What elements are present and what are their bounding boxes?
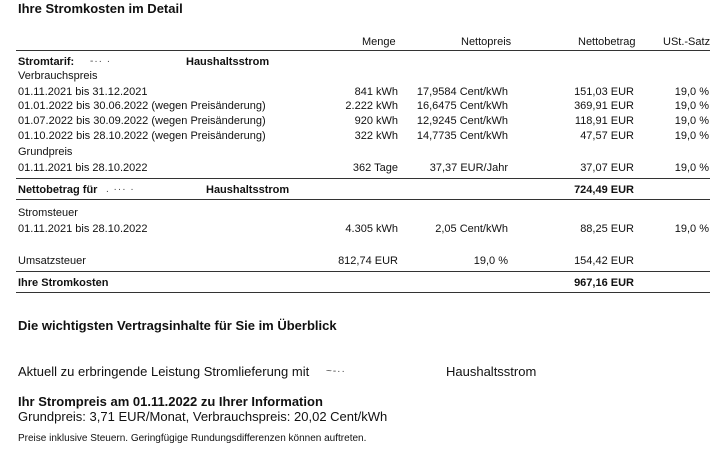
- netto-label: Nettobetrag für: [18, 184, 98, 196]
- row-period: 01.11.2021 bis 31.12.2021: [18, 86, 148, 98]
- header-divider: [16, 50, 710, 51]
- row-period: 01.11.2021 bis 28.10.2022: [18, 162, 148, 174]
- redacted-provider: -·· ·: [90, 56, 112, 67]
- redacted-provider: ~-··: [326, 366, 346, 377]
- umsatz-betrag: 154,42 EUR: [574, 255, 634, 267]
- row-preis: 37,37 EUR/Jahr: [429, 162, 508, 174]
- row-menge: 4.305 kWh: [345, 223, 398, 235]
- row-menge: 2.222 kWh: [345, 100, 398, 112]
- row-ust: 19,0 %: [674, 130, 709, 142]
- footnote: Preise inklusive Steuern. Geringfügige Rundungsdifferenzen können auftreten.: [18, 433, 367, 444]
- row-menge: 362 Tage: [352, 162, 398, 174]
- row-ust: 19,0 %: [674, 115, 709, 127]
- tarif-label: Stromtarif:: [18, 56, 75, 68]
- row-betrag: 88,25 EUR: [580, 223, 634, 235]
- section-title: Die wichtigsten Vertragsinhalte für Sie im Überblick: [18, 318, 337, 333]
- total-betrag: 967,16 EUR: [574, 277, 634, 289]
- page-title: Ihre Stromkosten im Detail: [18, 1, 183, 16]
- row-period: 01.01.2022 bis 30.06.2022 (wegen Preisänderung): [18, 100, 266, 112]
- row-period: 01.07.2022 bis 30.09.2022 (wegen Preisänderung): [18, 115, 266, 127]
- service-text: Aktuell zu erbringende Leistung Stromlieferung mit: [18, 364, 310, 379]
- row-ust: 19,0 %: [674, 100, 709, 112]
- row-ust: 19,0 %: [674, 223, 709, 235]
- row-ust: 19,0 %: [674, 86, 709, 98]
- row-betrag: 47,57 EUR: [580, 130, 634, 142]
- row-betrag: 369,91 EUR: [574, 100, 634, 112]
- tarif-name: Haushaltsstrom: [186, 56, 270, 68]
- price-line: Grundpreis: 3,71 EUR/Monat, Verbrauchspreis: 20,02 Cent/kWh: [18, 409, 388, 424]
- price-title: Ihr Strompreis am 01.11.2022 zu Ihrer Information: [18, 394, 323, 409]
- total-label: Ihre Stromkosten: [18, 277, 109, 289]
- row-betrag: 37,07 EUR: [580, 162, 634, 174]
- row-menge: 920 kWh: [354, 115, 398, 127]
- row-preis: 2,05 Cent/kWh: [435, 223, 508, 235]
- row-betrag: 118,91 EUR: [574, 115, 634, 127]
- column-header-nettopreis: Nettopreis: [461, 36, 512, 48]
- column-header-menge: Menge: [362, 36, 396, 48]
- umsatz-label: Umsatzsteuer: [18, 255, 86, 267]
- row-betrag: 151,03 EUR: [574, 86, 634, 98]
- netto-betrag: 724,49 EUR: [574, 184, 634, 196]
- umsatz-preis: 19,0 %: [473, 255, 508, 267]
- grund-label: Grundpreis: [18, 146, 73, 158]
- row-preis: 14,7735 Cent/kWh: [416, 130, 508, 142]
- row-ust: 19,0 %: [674, 162, 709, 174]
- divider: [16, 199, 710, 200]
- row-preis: 17,9584 Cent/kWh: [416, 86, 508, 98]
- netto-name: Haushaltsstrom: [206, 184, 290, 196]
- steuer-label: Stromsteuer: [18, 207, 78, 219]
- verbrauch-label: Verbrauchspreis: [18, 70, 98, 82]
- divider: [16, 292, 710, 293]
- row-period: 01.10.2022 bis 28.10.2022 (wegen Preisänderung): [18, 130, 266, 142]
- umsatz-menge: 812,74 EUR: [338, 255, 398, 267]
- divider: [16, 178, 710, 179]
- row-preis: 16,6475 Cent/kWh: [416, 100, 508, 112]
- divider: [16, 271, 710, 272]
- row-menge: 841 kWh: [354, 86, 398, 98]
- row-menge: 322 kWh: [354, 130, 398, 142]
- column-header-ust: USt.-Satz: [663, 36, 711, 48]
- row-preis: 12,9245 Cent/kWh: [416, 115, 508, 127]
- service-name: Haushaltsstrom: [446, 364, 537, 379]
- redacted-provider: . ··· ·: [106, 184, 135, 195]
- column-header-nettobetrag: Nettobetrag: [578, 36, 636, 48]
- row-period: 01.11.2021 bis 28.10.2022: [18, 223, 148, 235]
